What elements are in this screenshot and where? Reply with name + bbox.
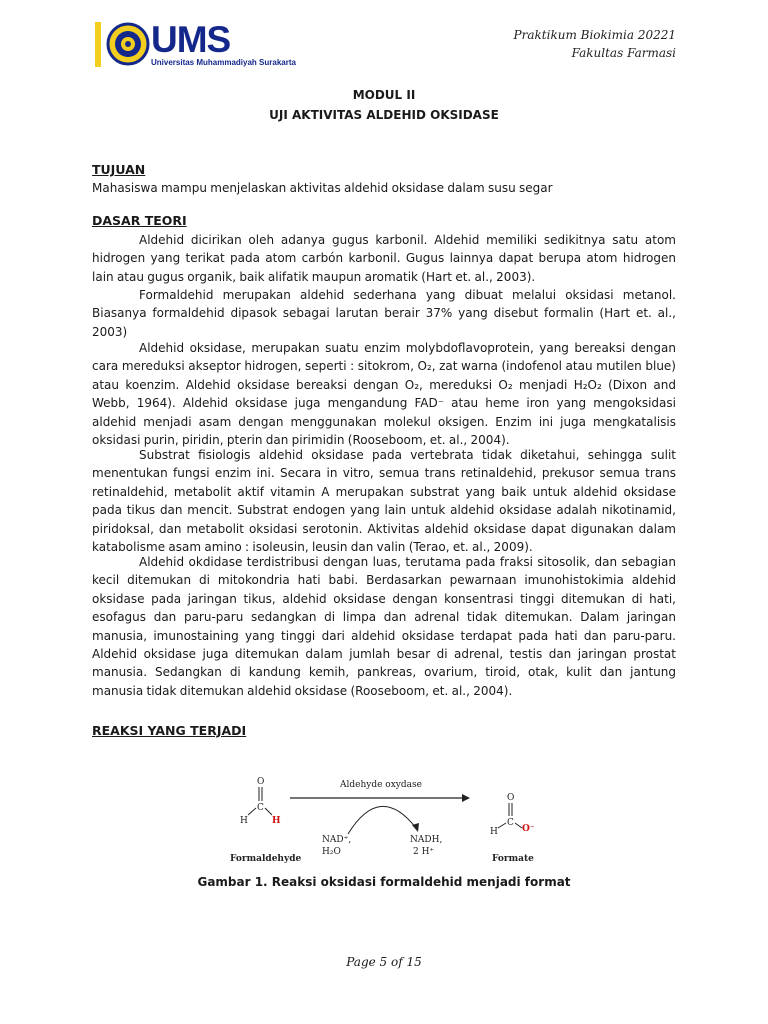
product-label: Formate	[492, 854, 534, 864]
formaldehyde-hydrogen-right: H	[272, 816, 281, 826]
paragraph-5: Aldehid okdidase terdistribusi dengan luas, terutama pada fraksi sitosolik, dan sebagian kecil ditemukan di mitokondria hati babi. Berdasarkan pewarnaan imunohistokimia aldehid oksidase pada jaringan tikus, aldehid oksidase dengan konsentrasi tinggi ditemukan di hati, esofagus dan paru-paru sedangkan di limpa dan adrenal tidak ditemukan. Dalam jaringan manusia, imunostaining yang tinggi dari aldehid oksidase terdapat pada hati dan paru-paru. Aldehid oksidase juga ditemukan dalam jumlah besar di adrenal, testis dan jaringan prostat manusia. Sedangkan di kandung kemih, pankreas, ovarium, tiroid, otak, kulit dan jantung manusia tidak ditemukan aldehid oksidase (Rooseboom, et. al., 2004).	[92, 555, 676, 698]
cofactor-arrow	[348, 806, 416, 834]
module-title: UJI AKTIVITAS ALDEHID OKSIDASE	[269, 108, 499, 122]
cofactor-in-1: NAD⁺,	[322, 835, 352, 845]
formaldehyde-structure	[240, 777, 281, 826]
paragraph-1: Aldehid dicirikan oleh adanya gugus karbonil. Aldehid memiliki sedikitnya satu atom hidrogen yang terikat pada atom carbón karbonil. Gugus lainnya dapat berupa atom hidrogen lain atau gugus organik, baik alifatik maupun aromatik (Hart et. al., 2003).	[92, 233, 676, 284]
section-heading-reaksi: REAKSI YANG TERJADI	[92, 723, 247, 738]
formaldehyde-hydrogen-left: H	[240, 816, 248, 826]
tujuan-text: Mahasiswa mampu menjelaskan aktivitas aldehid oksidase dalam susu segar	[92, 181, 553, 195]
faculty-name: Fakultas Farmasi	[571, 46, 676, 60]
reaction-diagram	[230, 770, 550, 870]
section-heading-tujuan: TUJUAN	[92, 162, 146, 177]
formate-structure	[490, 793, 535, 837]
formate-oxygen-top: O	[507, 793, 515, 803]
formate-carbon: C	[507, 818, 514, 828]
paragraph-4: Substrat fisiologis aldehid oksidase pada vertebrata tidak diketahui, sehingga sulit menentukan fungsi enzim ini. Secara in vitro, semua trans retinaldehid, prekusor semua trans retinaldehid, metabolit aktif vitamin A merupakan substrat yang baik untuk aldehid oksidase pada tikus dan mencit. Substrat endogen yang lain untuk aldehid oksidase adalah nikotinamid, piridoksal, dan metabolit oksidasi serotonin. Aktivitas aldehid oksidase dapat digunakan dalam katabolisme asam amino : isoleusin, leusin dan valin (Terao, et. al., 2009).	[92, 448, 676, 555]
cofactor-in-2: H₂O	[322, 847, 341, 857]
cofactor-out-2: 2 H⁺	[413, 847, 435, 857]
formate-hydrogen: H	[490, 827, 498, 837]
formaldehyde-carbon: C	[257, 803, 264, 813]
paragraph-2: Formaldehid merupakan aldehid sederhana yang dibuat melalui oksidasi metanol. Biasanya formaldehid dipasok sebagai larutan berair 37% yang disebut formalin (Hart et. al., 2003)	[92, 288, 676, 339]
paragraph-3: Aldehid oksidase, merupakan suatu enzim molybdoflavoprotein, yang bereaksi dengan cara mereduksi akseptor hidrogen, seperti : sitokrom, O₂, zat warna (indofenol atau mutilen blue) atau koenzim. Aldehid oksidase bereaksi dengan O₂, mereduksi O₂ menjadi H₂O₂ (Dixon and Webb, 1964). Aldehid oksidase juga mengandung FAD⁻ atau heme iron yang mengoksidasi aldehid menjadi asam dengan menggunakan molekul oksigen. Enzim ini juga mengkatalisis oksidasi purin, piridin, pterin dan pirimidin (Rooseboom, et. al., 2004).	[92, 341, 676, 448]
cofactor-out-1: NADH,	[410, 835, 443, 845]
header-course-info	[514, 26, 676, 62]
logo-wordmark: UMS	[151, 19, 231, 60]
university-seal-icon	[106, 22, 150, 66]
formaldehyde-oxygen: O	[257, 777, 265, 787]
course-name: Praktikum Biokimia 20221	[513, 28, 676, 42]
module-number: MODUL II	[352, 88, 416, 102]
formate-oxygen-minus: O⁻	[522, 824, 535, 834]
logo-accent-bar	[95, 22, 101, 67]
enzyme-label: Aldehyde oxydase	[340, 780, 422, 790]
section-heading-dasar-teori: DASAR TEORI	[92, 213, 187, 228]
page-number: Page 5 of 15	[346, 955, 422, 969]
substrate-label: Formaldehyde	[230, 854, 302, 864]
reaction-arrowhead	[462, 794, 470, 802]
logo-subtitle: Universitas Muhammadiyah Surakarta	[151, 58, 296, 67]
figure-caption: Gambar 1. Reaksi oksidasi formaldehid menjadi format	[197, 875, 571, 889]
